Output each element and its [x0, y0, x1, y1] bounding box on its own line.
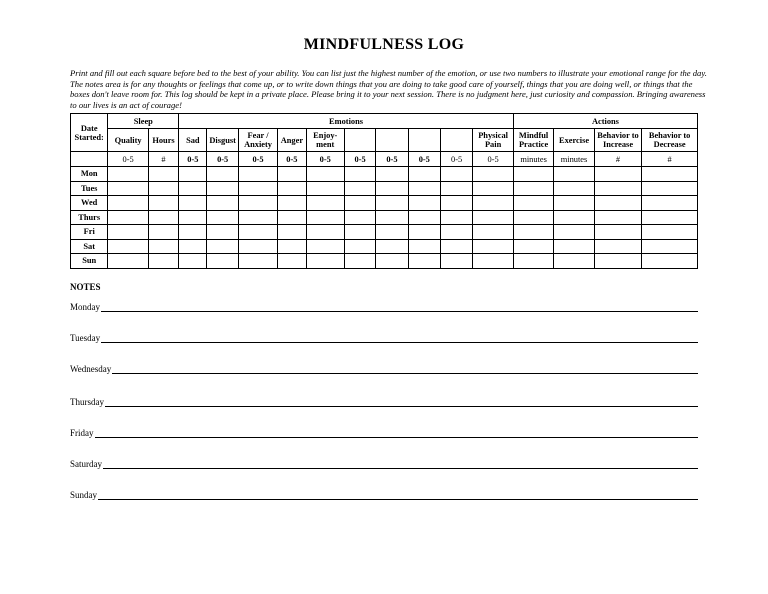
col-header-enjoyment: Enjoy-ment	[306, 129, 344, 152]
entry-cell[interactable]	[473, 196, 514, 211]
actions-group-header: Actions	[513, 114, 697, 129]
entry-cell[interactable]	[306, 196, 344, 211]
col-header-physical-pain: Physical Pain	[473, 129, 514, 152]
entry-cell[interactable]	[179, 167, 207, 182]
day-label: Sun	[71, 254, 108, 269]
note-write-line[interactable]	[101, 302, 698, 312]
entry-cell[interactable]	[344, 239, 375, 254]
entry-cell[interactable]	[554, 181, 594, 196]
entry-cell[interactable]	[344, 167, 375, 182]
entry-cell[interactable]	[278, 225, 306, 240]
scale-hours: #	[148, 152, 178, 167]
entry-cell[interactable]	[642, 167, 698, 182]
scale-behavior-decrease: #	[642, 152, 698, 167]
col-header-blank-4[interactable]	[440, 129, 472, 152]
entry-cell[interactable]	[594, 210, 642, 225]
scale-physical-pain: 0-5	[473, 152, 514, 167]
entry-cell[interactable]	[108, 254, 148, 269]
entry-cell[interactable]	[642, 239, 698, 254]
entry-cell[interactable]	[408, 167, 440, 182]
entry-cell[interactable]	[238, 225, 277, 240]
entry-cell[interactable]	[376, 239, 408, 254]
entry-cell[interactable]	[238, 181, 277, 196]
entry-cell[interactable]	[148, 254, 178, 269]
entry-cell[interactable]	[473, 254, 514, 269]
entry-cell[interactable]	[473, 167, 514, 182]
entry-cell[interactable]	[513, 167, 553, 182]
entry-cell[interactable]	[278, 196, 306, 211]
col-header-anger: Anger	[278, 129, 306, 152]
entry-cell[interactable]	[440, 210, 472, 225]
entry-cell[interactable]	[440, 167, 472, 182]
entry-cell[interactable]	[306, 181, 344, 196]
table-row	[71, 181, 698, 196]
sleep-group-header: Sleep	[108, 114, 179, 129]
scale-anger: 0-5	[278, 152, 306, 167]
scale-exercise: minutes	[554, 152, 594, 167]
note-line[interactable]	[70, 331, 698, 343]
scale-mindful-practice: minutes	[513, 152, 553, 167]
table-row	[71, 239, 698, 254]
entry-cell[interactable]	[179, 196, 207, 211]
entry-cell[interactable]	[148, 210, 178, 225]
entry-cell[interactable]	[642, 181, 698, 196]
col-header-mindful-practice: Mindful Practice	[513, 129, 553, 152]
scale-blank-1: 0-5	[344, 152, 375, 167]
entry-cell[interactable]	[278, 239, 306, 254]
scale-sad: 0-5	[179, 152, 207, 167]
entry-cell[interactable]	[238, 254, 277, 269]
entry-cell[interactable]	[473, 225, 514, 240]
table-row	[71, 225, 698, 240]
entry-cell[interactable]	[473, 181, 514, 196]
entry-cell[interactable]	[148, 239, 178, 254]
scale-date-cell	[71, 152, 108, 167]
entry-cell[interactable]	[554, 210, 594, 225]
col-header-blank-3[interactable]	[408, 129, 440, 152]
entry-cell[interactable]	[642, 225, 698, 240]
entry-cell[interactable]	[344, 254, 375, 269]
note-line[interactable]	[70, 395, 698, 407]
entry-cell[interactable]	[108, 181, 148, 196]
entry-cell[interactable]	[408, 225, 440, 240]
note-write-line[interactable]	[98, 490, 698, 500]
entry-cell[interactable]	[513, 196, 553, 211]
entry-cell[interactable]	[108, 196, 148, 211]
col-header-behavior-decrease: Behavior to Decrease	[642, 129, 698, 152]
entry-cell[interactable]	[642, 196, 698, 211]
note-day-label: Thursday	[70, 397, 104, 407]
note-day-label: Saturday	[70, 459, 102, 469]
entry-cell[interactable]	[179, 210, 207, 225]
entry-cell[interactable]	[376, 181, 408, 196]
col-header-behavior-increase: Behavior to Increase	[594, 129, 642, 152]
page-title: MINDFULNESS LOG	[303, 36, 465, 53]
entry-cell[interactable]	[207, 181, 238, 196]
entry-cell[interactable]	[594, 196, 642, 211]
entry-cell[interactable]	[148, 196, 178, 211]
emotions-group-header: Emotions	[179, 114, 514, 129]
note-day-label: Monday	[70, 302, 100, 312]
entry-cell[interactable]	[554, 239, 594, 254]
table-row	[71, 167, 698, 182]
entry-cell[interactable]	[594, 181, 642, 196]
note-line[interactable]	[70, 488, 698, 500]
entry-cell[interactable]	[594, 239, 642, 254]
entry-cell[interactable]	[408, 239, 440, 254]
instructions-text: Print and fill out each square before bed to the best of your ability. You can list just the highest number of the emotion, or use two numbers to illustrate your emotional range for the day. The notes area is for any thoughts or feelings that come up, or to write down things that you are doing to take good care of yourself, things that you are doing well, or things that the boxes don't leave room for. This log should be kept in a private place. Please bring it to your next session. There is no judgment here, just curiosity and compassion. Bringing awareness to our lives is an act of courage!	[70, 68, 707, 110]
scale-quality: 0-5	[108, 152, 148, 167]
scale-behavior-increase: #	[594, 152, 642, 167]
note-line[interactable]	[70, 300, 698, 312]
entry-cell[interactable]	[408, 181, 440, 196]
entry-cell[interactable]	[376, 254, 408, 269]
entry-cell[interactable]	[642, 210, 698, 225]
entry-cell[interactable]	[554, 167, 594, 182]
entry-cell[interactable]	[554, 225, 594, 240]
entry-cell[interactable]	[306, 225, 344, 240]
entry-cell[interactable]	[554, 254, 594, 269]
entry-cell[interactable]	[278, 254, 306, 269]
date-started-header: Date Started:	[71, 114, 108, 152]
scale-disgust: 0-5	[207, 152, 238, 167]
entry-cell[interactable]	[238, 196, 277, 211]
col-header-hours: Hours	[148, 129, 178, 152]
note-line[interactable]	[70, 426, 698, 438]
scale-blank-4: 0-5	[440, 152, 472, 167]
entry-cell[interactable]	[513, 225, 553, 240]
day-label: Sat	[71, 239, 108, 254]
entry-cell[interactable]	[207, 210, 238, 225]
day-label: Fri	[71, 225, 108, 240]
col-header-fear-anxiety: Fear / Anxiety	[238, 129, 277, 152]
notes-heading: NOTES	[70, 282, 101, 292]
entry-cell[interactable]	[278, 167, 306, 182]
entry-cell[interactable]	[513, 210, 553, 225]
entry-cell[interactable]	[408, 254, 440, 269]
entry-cell[interactable]	[179, 181, 207, 196]
entry-cell[interactable]	[148, 167, 178, 182]
scale-fear: 0-5	[238, 152, 277, 167]
entry-cell[interactable]	[440, 254, 472, 269]
col-header-blank-2[interactable]	[376, 129, 408, 152]
table-row	[71, 254, 698, 269]
col-header-quality: Quality	[108, 129, 148, 152]
entry-cell[interactable]	[344, 196, 375, 211]
entry-cell[interactable]	[594, 225, 642, 240]
entry-cell[interactable]	[238, 210, 277, 225]
entry-cell[interactable]	[207, 254, 238, 269]
entry-cell[interactable]	[513, 239, 553, 254]
scale-enjoyment: 0-5	[306, 152, 344, 167]
note-write-line[interactable]	[101, 333, 698, 343]
entry-cell[interactable]	[108, 225, 148, 240]
note-write-line[interactable]	[95, 428, 699, 438]
entry-cell[interactable]	[179, 225, 207, 240]
entry-cell[interactable]	[408, 196, 440, 211]
entry-cell[interactable]	[440, 181, 472, 196]
entry-cell[interactable]	[376, 167, 408, 182]
note-line[interactable]	[70, 457, 698, 469]
col-header-disgust: Disgust	[207, 129, 238, 152]
entry-cell[interactable]	[344, 181, 375, 196]
entry-cell[interactable]	[642, 254, 698, 269]
note-day-label: Tuesday	[70, 333, 101, 343]
day-label: Tues	[71, 181, 108, 196]
entry-cell[interactable]	[278, 210, 306, 225]
entry-cell[interactable]	[148, 181, 178, 196]
col-header-exercise: Exercise	[554, 129, 594, 152]
entry-cell[interactable]	[238, 239, 277, 254]
col-header-sad: Sad	[179, 129, 207, 152]
entry-cell[interactable]	[238, 167, 277, 182]
entry-cell[interactable]	[207, 225, 238, 240]
entry-cell[interactable]	[513, 254, 553, 269]
day-label: Thurs	[71, 210, 108, 225]
note-line[interactable]	[70, 362, 698, 374]
entry-cell[interactable]	[278, 181, 306, 196]
entry-cell[interactable]	[108, 167, 148, 182]
col-header-blank-1[interactable]	[344, 129, 375, 152]
entry-cell[interactable]	[306, 239, 344, 254]
entry-cell[interactable]	[594, 254, 642, 269]
entry-cell[interactable]	[179, 254, 207, 269]
scale-blank-3: 0-5	[408, 152, 440, 167]
entry-cell[interactable]	[440, 225, 472, 240]
entry-cell[interactable]	[344, 210, 375, 225]
entry-cell[interactable]	[513, 181, 553, 196]
entry-cell[interactable]	[207, 239, 238, 254]
entry-cell[interactable]	[108, 239, 148, 254]
note-write-line[interactable]	[112, 364, 698, 374]
entry-cell[interactable]	[306, 167, 344, 182]
entry-cell[interactable]	[376, 210, 408, 225]
entry-cell[interactable]	[554, 196, 594, 211]
entry-cell[interactable]	[179, 239, 207, 254]
note-day-label: Friday	[70, 428, 94, 438]
entry-cell[interactable]	[440, 196, 472, 211]
scale-blank-2: 0-5	[376, 152, 408, 167]
entry-cell[interactable]	[594, 167, 642, 182]
table-row	[71, 210, 698, 225]
entry-cell[interactable]	[376, 196, 408, 211]
day-label: Wed	[71, 196, 108, 211]
entry-cell[interactable]	[408, 210, 440, 225]
note-day-label: Sunday	[70, 490, 97, 500]
entry-cell[interactable]	[440, 239, 472, 254]
entry-cell[interactable]	[306, 210, 344, 225]
entry-cell[interactable]	[344, 225, 375, 240]
entry-cell[interactable]	[148, 225, 178, 240]
note-write-line[interactable]	[103, 459, 698, 469]
table-row	[71, 196, 698, 211]
note-day-label: Wednesday	[70, 364, 112, 374]
day-label: Mon	[71, 167, 108, 182]
entry-cell[interactable]	[376, 225, 408, 240]
note-write-line[interactable]	[105, 397, 698, 407]
entry-cell[interactable]	[306, 254, 344, 269]
entry-cell[interactable]	[473, 239, 514, 254]
entry-cell[interactable]	[207, 196, 238, 211]
entry-cell[interactable]	[207, 167, 238, 182]
mindfulness-log-table	[70, 113, 698, 269]
entry-cell[interactable]	[108, 210, 148, 225]
entry-cell[interactable]	[473, 210, 514, 225]
